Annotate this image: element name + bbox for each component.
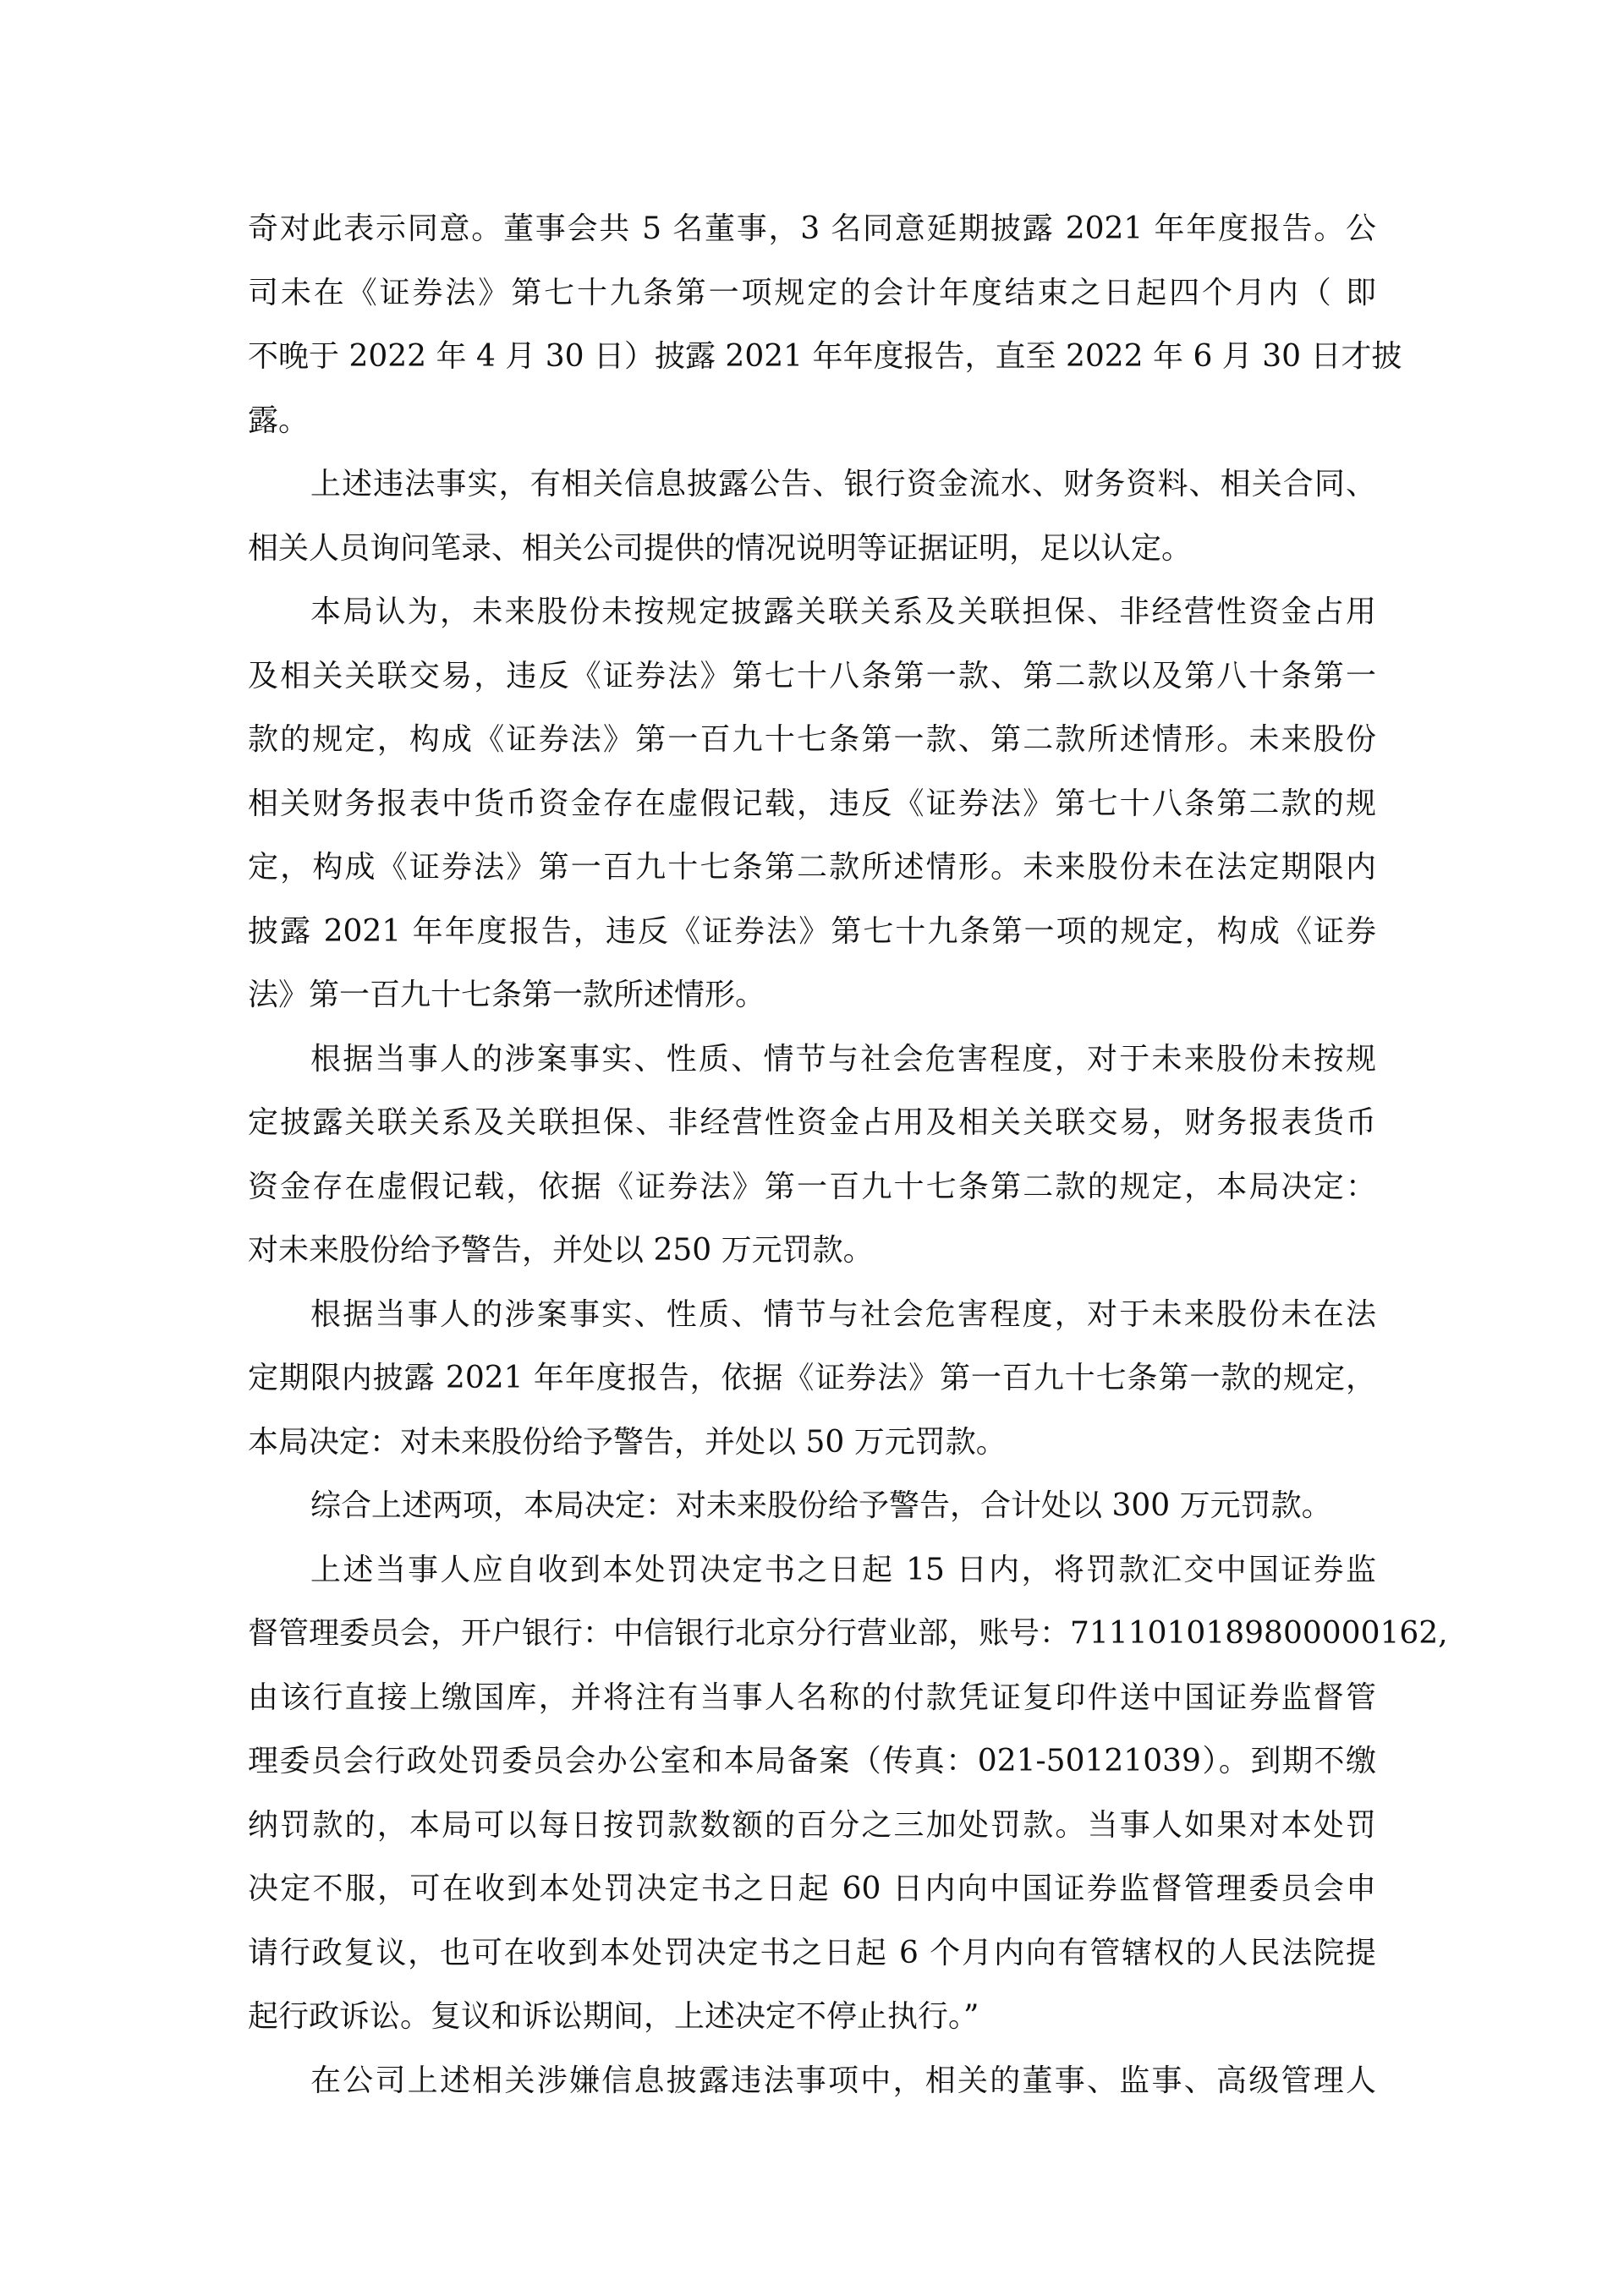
paragraph-payment-instructions <box>248 1549 1448 2060</box>
paragraph-continuation <box>248 208 1402 463</box>
text-line: 资金存在虚假记载，依据《证券法》第一百九十七条第二款的规定，本局决定： <box>248 1169 1376 1204</box>
text-line: 督管理委员会，开户银行：中信银行北京分行营业部，账号：7111010189800000162, <box>248 1616 1448 1651</box>
text-line: 司未在《证券法》第七十九条第一项规定的会计年度结束之日起四个月内（ 即 <box>248 275 1376 310</box>
text-line: 款的规定，构成《证券法》第一百九十七条第一款、第二款所述情形。未来股份 <box>248 722 1376 757</box>
text-line: 在公司上述相关涉嫌信息披露违法事项中，相关的董事、监事、高级管理人 <box>310 2063 1376 2098</box>
text-line: 决定不服，可在收到本处罚决定书之日起 60 日内向中国证券监督管理委员会申 <box>248 1871 1376 1906</box>
text-line: 理委员会行政处罚委员会办公室和本局备案（传真：021-50121039）。到期不缴 <box>248 1744 1376 1778</box>
paragraph-related-personnel <box>248 2060 1376 2124</box>
text-line: 定，构成《证券法》第一百九十七条第二款所述情形。未来股份未在法定期限内 <box>248 850 1376 885</box>
text-line: 奇对此表示同意。董事会共 5 名董事，3 名同意延期披露 2021 年年度报告。公 <box>248 211 1376 246</box>
text-line: 上述违法事实，有相关信息披露公告、银行资金流水、财务资料、相关合同、 <box>310 467 1376 501</box>
paragraph-decision-2 <box>248 1294 1376 1486</box>
text-line: 本局认为，未来股份未按规定披露关联关系及关联担保、非经营性资金占用 <box>310 595 1376 629</box>
paragraph-finding <box>248 591 1376 1038</box>
text-line: 定期限内披露 2021 年年度报告，依据《证券法》第一百九十七条第一款的规定， <box>248 1361 1376 1395</box>
text-line: 对未来股份给予警告，并处以 250 万元罚款。 <box>248 1233 874 1268</box>
text-line: 请行政复议，也可在收到本处罚决定书之日起 6 个月内向有管辖权的人民法院提 <box>248 1935 1376 1970</box>
text-line: 相关人员询问笔录、相关公司提供的情况说明等证据证明，足以认定。 <box>248 530 1193 566</box>
paragraph-evidence <box>248 463 1376 591</box>
text-line: 上述当事人应自收到本处罚决定书之日起 15 日内，将罚款汇交中国证券监 <box>310 1552 1376 1587</box>
text-line: 法》第一百九十七条第一款所述情形。 <box>248 978 766 1012</box>
paragraph-combined-decision <box>248 1485 1376 1549</box>
text-line: 本局决定：对未来股份给予警告，并处以 50 万元罚款。 <box>248 1424 1007 1460</box>
text-line: 相关财务报表中货币资金存在虚假记载，违反《证券法》第七十八条第二款的规 <box>248 786 1376 821</box>
text-line: 露。 <box>248 403 310 438</box>
text-line: 不晚于 2022 年 4 月 30 日）披露 2021 年年度报告，直至 2022 年 6 月 30 日才披 <box>248 339 1402 374</box>
text-line: 披露 2021 年年度报告，违反《证券法》第七十九条第一项的规定，构成《证券 <box>248 913 1376 949</box>
text-line: 起行政诉讼。复议和诉讼期间，上述决定不停止执行。” <box>248 1999 979 2034</box>
text-line: 根据当事人的涉案事实、性质、情节与社会危害程度，对于未来股份未按规 <box>310 1041 1376 1077</box>
text-line: 由该行直接上缴国库，并将注有当事人名称的付款凭证复印件送中国证券监督管 <box>248 1680 1376 1715</box>
document-body <box>248 208 1448 2123</box>
text-line: 及相关关联交易，违反《证券法》第七十八条第一款、第二款以及第八十条第一 <box>248 658 1376 693</box>
text-line: 纳罚款的，本局可以每日按罚款数额的百分之三加处罚款。当事人如果对本处罚 <box>248 1807 1376 1843</box>
paragraph-decision-1 <box>248 1038 1376 1294</box>
text-line: 根据当事人的涉案事实、性质、情节与社会危害程度，对于未来股份未在法 <box>310 1296 1376 1332</box>
text-line: 定披露关联关系及关联担保、非经营性资金占用及相关关联交易，财务报表货币 <box>248 1105 1376 1140</box>
text-line: 综合上述两项，本局决定：对未来股份给予警告，合计处以 300 万元罚款。 <box>310 1488 1332 1523</box>
